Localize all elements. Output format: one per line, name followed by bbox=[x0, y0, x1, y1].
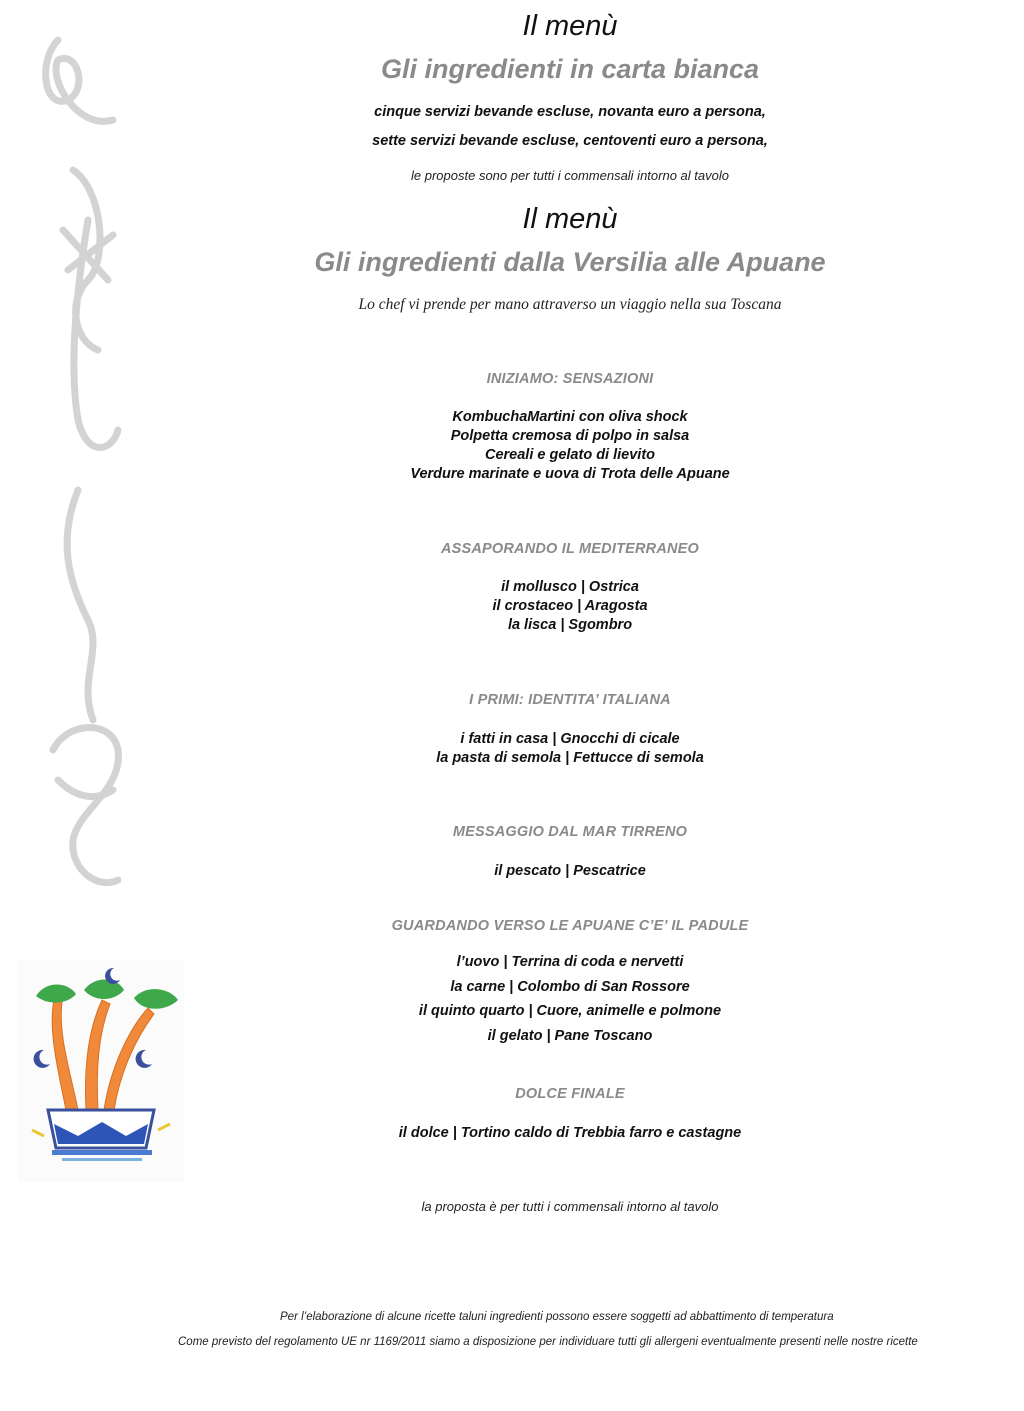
dish-item: il quinto quarto | Cuore, animelle e polmone bbox=[418, 1003, 722, 1019]
dish-item: il gelato | Pane Toscano bbox=[487, 1027, 653, 1044]
menu-label-carta: Il menù bbox=[522, 10, 618, 42]
footer-temperature-note: Per l’elaborazione di alcune ricette taluni ingredienti possono essere soggetti ad abbattimento di temperatura bbox=[280, 1311, 834, 1323]
dish-list bbox=[300, 1124, 840, 1143]
dish-item: la carne | Colombo di San Rossore bbox=[450, 978, 690, 995]
dish-list bbox=[300, 578, 840, 635]
closing-note: la proposta è per tutti i commensali intorno al tavolo bbox=[421, 1199, 719, 1214]
footer-allergen-note: Come previsto del regolamento UE nr 1169/2011 siamo a disposizione per individuare tutti gli allergeni eventualmente presenti nelle nostre ricette bbox=[178, 1336, 918, 1348]
dish-item: il crostaceo | Aragosta bbox=[492, 598, 648, 614]
menu-label-versilia: Il menù bbox=[522, 203, 618, 235]
section-heading: DOLCE FINALE bbox=[515, 1086, 625, 1102]
tree-pot-illustration bbox=[18, 960, 184, 1182]
dish-item: la pasta di semola | Fettucce di semola bbox=[436, 750, 704, 766]
dish-item: il mollusco | Ostrica bbox=[501, 579, 639, 595]
chef-subtitle: Lo chef vi prende per mano attraverso un viaggio nella sua Toscana bbox=[358, 296, 782, 313]
dish-list bbox=[300, 862, 840, 881]
section-heading: INIZIAMO: SENSAZIONI bbox=[486, 371, 654, 387]
price-line-five: cinque servizi bevande escluse, novanta euro a persona, bbox=[374, 104, 766, 120]
dish-list bbox=[300, 730, 840, 768]
section-heading: ASSAPORANDO IL MEDITERRANEO bbox=[440, 541, 700, 557]
section-heading: I PRIMI: IDENTITA’ ITALIANA bbox=[469, 692, 671, 708]
dish-list bbox=[300, 408, 840, 484]
dish-item: i fatti in casa | Gnocchi di cicale bbox=[460, 731, 680, 747]
dish-item: il pescato | Pescatrice bbox=[494, 863, 646, 879]
dish-item: il dolce | Tortino caldo di Trebbia farro e castagne bbox=[398, 1125, 742, 1141]
dish-item: la lisca | Sgombro bbox=[507, 617, 633, 633]
dish-item: Cereali e gelato di lievito bbox=[484, 447, 656, 463]
signature-watermark bbox=[18, 20, 148, 900]
dish-list bbox=[300, 950, 840, 1048]
dish-item: Verdure marinate e uova di Trota delle Apuane bbox=[410, 466, 730, 482]
dish-item: l’uovo | Terrina di coda e nervetti bbox=[456, 954, 684, 970]
dish-item: Polpetta cremosa di polpo in salsa bbox=[450, 428, 690, 444]
price-line-seven: sette servizi bevande escluse, centoventi euro a persona, bbox=[372, 133, 768, 149]
table-note: le proposte sono per tutti i commensali intorno al tavolo bbox=[411, 168, 729, 183]
menu-title-versilia: Gli ingredienti dalla Versilia alle Apuane bbox=[314, 247, 826, 277]
dish-item: KombuchaMartini con oliva shock bbox=[452, 409, 688, 425]
menu-title-carta: Gli ingredienti in carta bianca bbox=[380, 54, 760, 84]
section-heading: GUARDANDO VERSO LE APUANE C’E’ IL PADULE bbox=[391, 918, 749, 934]
section-heading: MESSAGGIO DAL MAR TIRRENO bbox=[452, 824, 688, 840]
